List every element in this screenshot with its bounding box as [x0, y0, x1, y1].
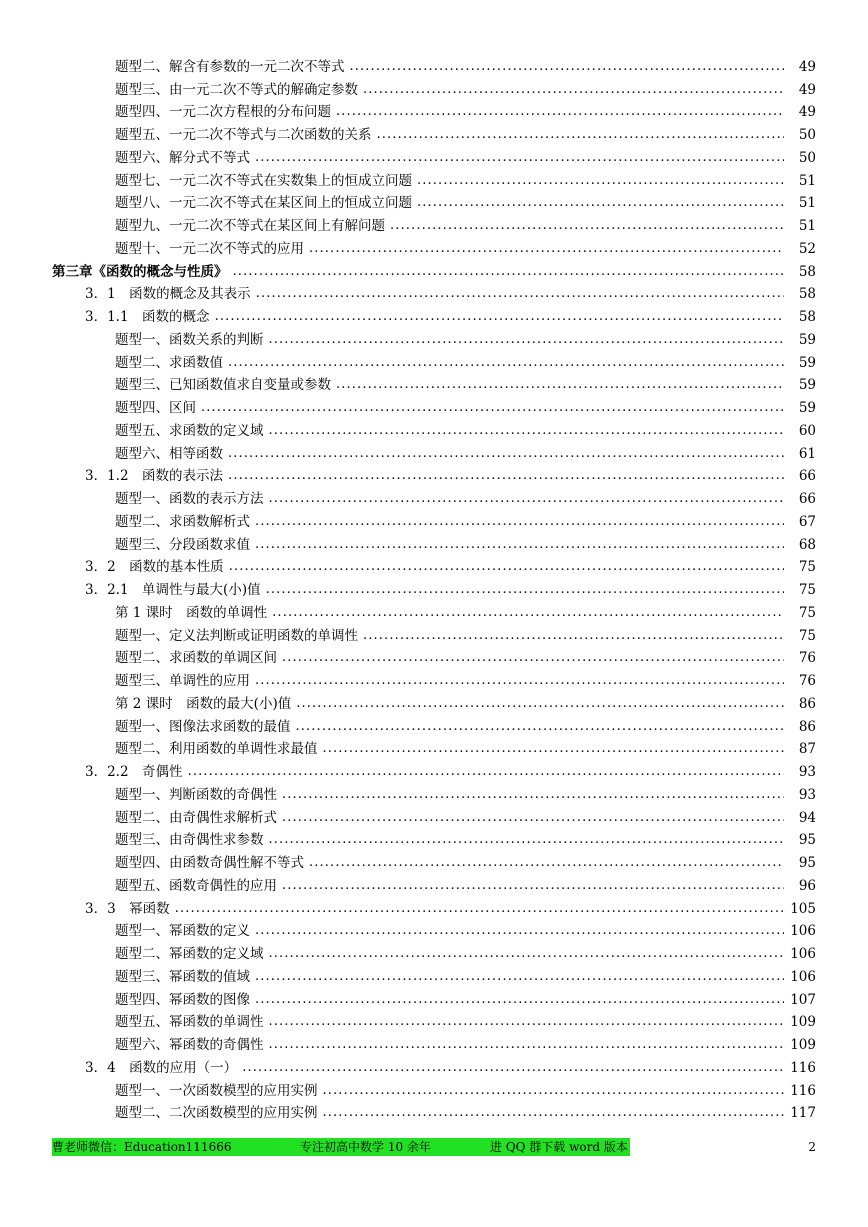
- toc-item-entry[interactable]: [0, 1099, 868, 1122]
- footer-tagline: 专注初高中数学 10 余年: [300, 1140, 431, 1154]
- toc-entry-page: 58: [798, 286, 816, 303]
- toc-entry-title: 题型一、判断函数的奇偶性: [115, 787, 280, 803]
- toc-entry-page: 49: [798, 58, 816, 75]
- toc-entry-title: 3．2.1 单调性与最大(小)值: [85, 582, 264, 598]
- toc-dot-leader: [282, 810, 784, 826]
- toc-entry-page: 58: [798, 263, 816, 280]
- toc-dot-leader: [233, 264, 785, 280]
- toc-entry-page: 86: [798, 718, 816, 735]
- toc-entry-title: 题型四、由函数奇偶性解不等式: [115, 855, 307, 871]
- toc-entry-page: 59: [798, 377, 816, 394]
- toc-dot-leader: [269, 832, 785, 848]
- toc-entry-title: 题型四、一元二次方程根的分布问题: [115, 104, 334, 120]
- toc-entry-page: 95: [798, 832, 816, 849]
- toc-item-entry[interactable]: [0, 848, 868, 871]
- toc-item-entry[interactable]: [0, 621, 868, 644]
- table-of-contents: [0, 52, 868, 1121]
- toc-entry-title: 第 2 课时 函数的最大(小)值: [115, 696, 294, 712]
- toc-entry-title: 题型四、区间: [115, 400, 199, 416]
- toc-entry-title: 题型一、幂函数的定义: [115, 923, 253, 939]
- toc-entry-title: 题型一、一次函数模型的应用实例: [115, 1083, 321, 1099]
- toc-item-entry[interactable]: [0, 507, 868, 530]
- toc-section-entry[interactable]: [0, 302, 868, 325]
- toc-dot-leader: [336, 377, 784, 393]
- toc-dot-leader: [309, 855, 784, 871]
- toc-entry-page: 60: [798, 422, 816, 439]
- toc-dot-leader: [323, 1083, 785, 1099]
- toc-entry-title: 题型一、函数的表示方法: [115, 491, 267, 507]
- toc-entry-page: 76: [798, 673, 816, 689]
- toc-item-entry[interactable]: [0, 325, 868, 348]
- toc-entry-title: 题型九、一元二次不等式在某区间上有解问题: [115, 218, 388, 234]
- toc-dot-leader: [201, 400, 784, 416]
- toc-item-entry[interactable]: [0, 666, 868, 689]
- toc-entry-page: 107: [790, 991, 816, 1008]
- toc-dot-leader: [363, 628, 784, 644]
- toc-dot-leader: [266, 582, 784, 598]
- toc-item-entry[interactable]: [0, 52, 868, 75]
- footer-highlight-band: [52, 1138, 630, 1156]
- toc-item-entry[interactable]: [0, 484, 868, 507]
- toc-entry-page: 87: [798, 741, 816, 758]
- toc-entry-page: 75: [798, 627, 816, 644]
- toc-entry-page: 116: [790, 1082, 816, 1099]
- toc-dot-leader: [228, 355, 784, 371]
- toc-entry-page: 86: [798, 695, 816, 712]
- toc-entry-title: 题型三、由一元二次不等式的解确定参数: [115, 82, 361, 98]
- toc-entry-title: 题型二、二次函数模型的应用实例: [115, 1105, 321, 1121]
- toc-item-entry[interactable]: [0, 962, 868, 985]
- toc-dot-leader: [256, 286, 784, 302]
- toc-item-entry[interactable]: [0, 166, 868, 189]
- toc-item-entry[interactable]: [0, 371, 868, 394]
- toc-dot-leader: [255, 923, 784, 939]
- toc-dot-leader: [282, 650, 784, 666]
- toc-entry-page: 96: [798, 877, 816, 894]
- toc-dot-leader: [229, 559, 784, 575]
- page-footer: [52, 1138, 816, 1156]
- toc-entry-page: 105: [790, 900, 816, 917]
- toc-entry-page: 116: [790, 1059, 816, 1076]
- toc-section-entry[interactable]: [0, 575, 868, 598]
- toc-dot-leader: [255, 969, 784, 985]
- toc-item-entry[interactable]: [0, 644, 868, 667]
- toc-entry-page: 117: [790, 1105, 816, 1122]
- toc-dot-leader: [175, 901, 784, 917]
- footer-qq: 进 QQ 群下载 word 版本: [490, 1140, 628, 1154]
- toc-item-entry[interactable]: [0, 598, 868, 621]
- toc-entry-title: 题型二、利用函数的单调性求最值: [115, 741, 321, 757]
- footer-wechat: 曹老师微信：Education111666: [52, 1140, 232, 1154]
- toc-dot-leader: [282, 787, 784, 803]
- toc-item-entry[interactable]: [0, 234, 868, 257]
- page-number: 2: [808, 1140, 816, 1154]
- toc-item-entry[interactable]: [0, 416, 868, 439]
- toc-dot-leader: [323, 741, 785, 757]
- toc-dot-leader: [417, 195, 784, 211]
- toc-entry-page: 67: [798, 513, 816, 530]
- toc-dot-leader: [255, 673, 784, 689]
- toc-entry-page: 51: [798, 172, 816, 189]
- toc-entry-title: 题型八、一元二次不等式在某区间上的恒成立问题: [115, 195, 415, 211]
- toc-entry-page: 51: [798, 218, 816, 234]
- toc-dot-leader: [390, 218, 784, 234]
- toc-entry-page: 59: [798, 331, 816, 348]
- toc-entry-page: 75: [798, 604, 816, 621]
- toc-item-entry[interactable]: [0, 439, 868, 462]
- toc-entry-title: 题型五、幂函数的单调性: [115, 1014, 267, 1030]
- toc-entry-page: 66: [798, 491, 816, 507]
- toc-entry-page: 93: [798, 786, 816, 803]
- toc-dot-leader: [336, 104, 784, 120]
- toc-entry-title: 第三章《函数的概念与性质》: [52, 264, 231, 280]
- toc-entry-page: 76: [798, 650, 816, 667]
- toc-item-entry[interactable]: [0, 985, 868, 1008]
- toc-dot-leader: [269, 1037, 785, 1053]
- toc-item-entry[interactable]: [0, 348, 868, 371]
- toc-entry-title: 题型六、幂函数的奇偶性: [115, 1037, 267, 1053]
- toc-entry-page: 68: [798, 536, 816, 553]
- toc-entry-page: 95: [798, 855, 816, 871]
- toc-entry-page: 49: [798, 81, 816, 98]
- toc-section-entry[interactable]: [0, 462, 868, 485]
- toc-entry-title: 第 1 课时 函数的单调性: [115, 605, 270, 621]
- toc-entry-title: 题型一、函数关系的判断: [115, 332, 267, 348]
- toc-dot-leader: [272, 605, 784, 621]
- toc-entry-title: 3．1.1 函数的概念: [85, 309, 213, 325]
- toc-entry-title: 3．1 函数的概念及其表示: [85, 286, 254, 302]
- toc-dot-leader: [255, 537, 784, 553]
- toc-dot-leader: [269, 946, 785, 962]
- toc-entry-title: 题型五、一元二次不等式与二次函数的关系: [115, 127, 375, 143]
- toc-dot-leader: [228, 468, 784, 484]
- toc-entry-title: 题型五、函数奇偶性的应用: [115, 878, 280, 894]
- toc-item-entry[interactable]: [0, 143, 868, 166]
- toc-dot-leader: [255, 150, 784, 166]
- toc-entry-title: 题型三、幂函数的值域: [115, 969, 253, 985]
- toc-entry-title: 题型二、解含有参数的一元二次不等式: [115, 59, 348, 75]
- toc-entry-page: 50: [798, 149, 816, 166]
- toc-section-entry[interactable]: [0, 894, 868, 917]
- toc-entry-page: 75: [798, 559, 816, 576]
- toc-entry-page: 66: [798, 468, 816, 485]
- toc-dot-leader: [269, 491, 785, 507]
- toc-entry-title: 3．2.2 奇偶性: [85, 764, 186, 780]
- toc-item-entry[interactable]: [0, 1030, 868, 1053]
- toc-item-entry[interactable]: [0, 393, 868, 416]
- toc-entry-title: 3．2 函数的基本性质: [85, 559, 227, 575]
- toc-entry-page: 75: [798, 582, 816, 598]
- toc-section-entry[interactable]: [0, 280, 868, 303]
- toc-section-entry[interactable]: [0, 1053, 868, 1076]
- toc-entry-title: 题型二、由奇偶性求解析式: [115, 810, 280, 826]
- toc-dot-leader: [296, 719, 785, 735]
- toc-entry-page: 94: [798, 809, 816, 826]
- toc-dot-leader: [242, 1060, 784, 1076]
- toc-entry-title: 题型四、幂函数的图像: [115, 992, 253, 1008]
- toc-dot-leader: [417, 173, 784, 189]
- toc-dot-leader: [269, 332, 785, 348]
- toc-entry-title: 3．1.2 函数的表示法: [85, 468, 226, 484]
- toc-item-entry[interactable]: [0, 75, 868, 98]
- toc-dot-leader: [228, 446, 784, 462]
- toc-item-entry[interactable]: [0, 803, 868, 826]
- toc-item-entry[interactable]: [0, 689, 868, 712]
- toc-dot-leader: [350, 59, 785, 75]
- toc-dot-leader: [255, 514, 784, 530]
- toc-entry-page: 58: [798, 309, 816, 325]
- toc-item-entry[interactable]: [0, 98, 868, 121]
- toc-entry-title: 题型五、求函数的定义域: [115, 423, 267, 439]
- toc-entry-page: 52: [798, 240, 816, 257]
- toc-item-entry[interactable]: [0, 530, 868, 553]
- toc-entry-title: 3．3 幂函数: [85, 901, 173, 917]
- toc-entry-title: 题型六、解分式不等式: [115, 150, 253, 166]
- toc-dot-leader: [282, 878, 784, 894]
- toc-item-entry[interactable]: [0, 120, 868, 143]
- toc-chapter-entry[interactable]: [0, 257, 868, 280]
- toc-entry-title: 题型二、求函数解析式: [115, 514, 253, 530]
- toc-entry-title: 题型一、定义法判断或证明函数的单调性: [115, 628, 361, 644]
- toc-item-entry[interactable]: [0, 211, 868, 234]
- toc-item-entry[interactable]: [0, 917, 868, 940]
- toc-entry-page: 61: [798, 445, 816, 462]
- toc-entry-title: 题型二、求函数值: [115, 355, 226, 371]
- toc-item-entry[interactable]: [0, 780, 868, 803]
- toc-entry-title: 题型二、幂函数的定义域: [115, 946, 267, 962]
- toc-entry-page: 106: [790, 968, 816, 985]
- toc-entry-page: 106: [790, 923, 816, 940]
- toc-item-entry[interactable]: [0, 735, 868, 758]
- toc-item-entry[interactable]: [0, 1008, 868, 1031]
- toc-entry-page: 59: [798, 400, 816, 416]
- toc-entry-page: 109: [790, 1037, 816, 1053]
- toc-dot-leader: [296, 696, 784, 712]
- toc-dot-leader: [363, 82, 784, 98]
- toc-entry-title: 3．4 函数的应用（一）: [85, 1060, 240, 1076]
- toc-dot-leader: [188, 764, 784, 780]
- toc-dot-leader: [309, 241, 784, 257]
- toc-entry-title: 题型六、相等函数: [115, 446, 226, 462]
- toc-item-entry[interactable]: [0, 826, 868, 849]
- toc-entry-title: 题型三、已知函数值求自变量或参数: [115, 377, 334, 393]
- toc-entry-page: 106: [790, 946, 816, 962]
- toc-entry-title: 题型二、求函数的单调区间: [115, 650, 280, 666]
- toc-entry-title: 题型三、分段函数求值: [115, 537, 253, 553]
- toc-entry-title: 题型一、图像法求函数的最值: [115, 719, 294, 735]
- toc-entry-page: 59: [798, 354, 816, 371]
- toc-section-entry[interactable]: [0, 553, 868, 576]
- toc-entry-page: 109: [790, 1014, 816, 1031]
- toc-item-entry[interactable]: [0, 871, 868, 894]
- toc-entry-title: 题型十、一元二次不等式的应用: [115, 241, 307, 257]
- toc-dot-leader: [377, 127, 785, 143]
- toc-entry-title: 题型三、由奇偶性求参数: [115, 832, 267, 848]
- toc-dot-leader: [255, 992, 784, 1008]
- toc-item-entry[interactable]: [0, 939, 868, 962]
- toc-dot-leader: [269, 423, 785, 439]
- toc-item-entry[interactable]: [0, 1076, 868, 1099]
- toc-entry-page: 51: [798, 195, 816, 212]
- toc-section-entry[interactable]: [0, 757, 868, 780]
- toc-dot-leader: [269, 1014, 785, 1030]
- toc-entry-page: 49: [798, 104, 816, 121]
- toc-dot-leader: [215, 309, 784, 325]
- toc-item-entry[interactable]: [0, 712, 868, 735]
- toc-entry-page: 50: [798, 127, 816, 143]
- toc-entry-title: 题型三、单调性的应用: [115, 673, 253, 689]
- toc-item-entry[interactable]: [0, 189, 868, 212]
- toc-entry-page: 93: [798, 764, 816, 780]
- toc-dot-leader: [323, 1105, 785, 1121]
- toc-entry-title: 题型七、一元二次不等式在实数集上的恒成立问题: [115, 173, 415, 189]
